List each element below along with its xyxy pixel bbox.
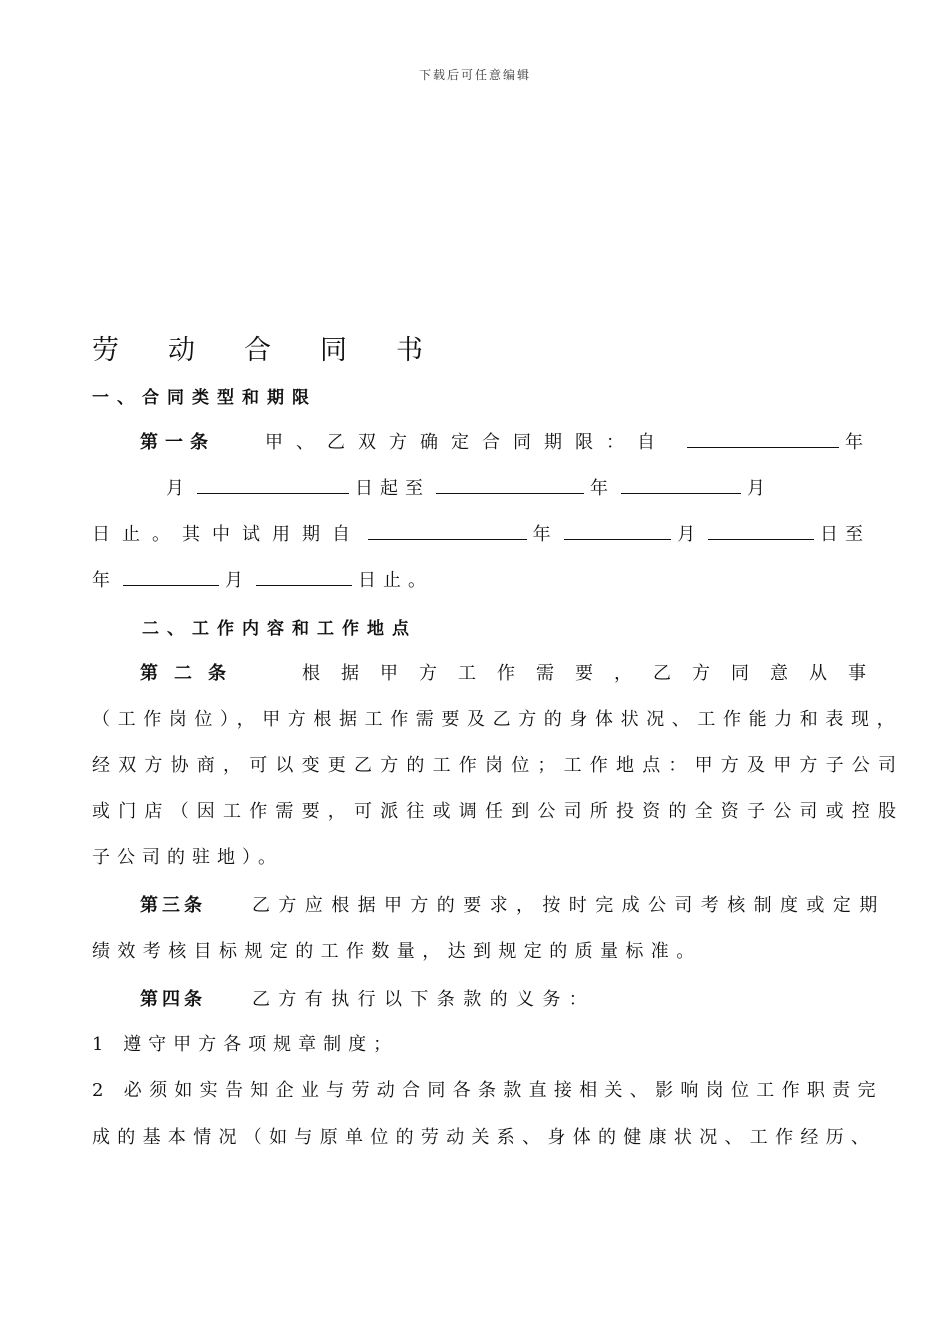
text-month: 月 (677, 524, 703, 545)
text-day-to: 日至 (820, 524, 871, 545)
blank-field[interactable] (368, 521, 527, 540)
article4-item2-line2: 成的基本情况（如与原单位的劳动关系、身体的健康状况、工作经历、 (92, 1127, 877, 1148)
section2-heading: 二、工作内容和工作地点 (142, 619, 417, 639)
article3-line2: 绩效考核目标规定的工作数量，达到规定的质量标准。 (92, 941, 702, 962)
article4-label: 第四条 (140, 989, 206, 1010)
title-char: 合 (244, 335, 271, 366)
blank-field[interactable] (436, 475, 584, 494)
text-year: 年 (590, 478, 615, 499)
section1-heading: 一、合同类型和期限 (92, 388, 317, 408)
blank-field[interactable] (197, 475, 349, 494)
article2-line4: 或门店（因工作需要，可派往或调任到公司所投资的全资子公司或控股 (92, 801, 905, 822)
title-char: 动 (168, 335, 195, 366)
article3-line1-text: 乙方应根据甲方的要求，按时完成公司考核制度或定期 (252, 895, 886, 916)
article4-line1 (140, 985, 595, 1011)
text-from: 日起至 (355, 478, 430, 499)
title-char: 同 (320, 335, 347, 366)
article2-line1 (140, 659, 887, 685)
blank-field[interactable] (123, 567, 219, 586)
title-char: 书 (396, 335, 423, 366)
article3-line1 (140, 891, 886, 917)
article1-line1-text: 甲、乙双方确定合同期限：自 (265, 432, 668, 453)
article1-line2 (166, 474, 772, 500)
article1-line4 (92, 566, 433, 592)
text-year: 年 (532, 524, 558, 545)
article4-item2-line1: 2 必须如实告知企业与劳动合同各条款直接相关、影响岗位工作职责完 (92, 1080, 883, 1101)
text-day-end: 日止。 (358, 570, 433, 591)
text-month: 月 (225, 570, 250, 591)
header-note: 下载后可任意编辑 (418, 68, 531, 82)
article1-line1 (140, 428, 870, 454)
blank-field[interactable] (564, 521, 672, 540)
article2-line1-text: 根据甲方工作需要，乙方同意从事 (302, 663, 887, 684)
article2-line3: 经双方协商，可以变更乙方的工作岗位；工作地点：甲方及甲方子公司 (92, 755, 905, 776)
text-probation: 日止。其中试用期自 (92, 524, 362, 545)
article1-label: 第一条 (140, 432, 215, 453)
blank-field[interactable] (687, 429, 839, 448)
document-title (92, 328, 472, 367)
text-year: 年 (92, 570, 117, 591)
text-month: 月 (166, 478, 191, 499)
article1-line1-end: 年 (845, 432, 870, 453)
blank-field[interactable] (621, 475, 741, 494)
article1-line3 (92, 520, 870, 546)
blank-field[interactable] (256, 567, 352, 586)
blank-field[interactable] (708, 521, 814, 540)
article2-line2: （工作岗位），甲方根据工作需要及乙方的身体状况、工作能力和表现， (92, 709, 903, 730)
article3-label: 第三条 (140, 895, 206, 916)
article2-label: 第二条 (140, 663, 242, 684)
article2-line5: 子公司的驻地）。 (92, 847, 283, 868)
article4-item1: 1 遵守甲方各项规章制度； (92, 1034, 399, 1055)
article4-line1-text: 乙方有执行以下条款的义务： (252, 989, 596, 1010)
text-month: 月 (747, 478, 772, 499)
title-char: 劳 (92, 335, 119, 366)
